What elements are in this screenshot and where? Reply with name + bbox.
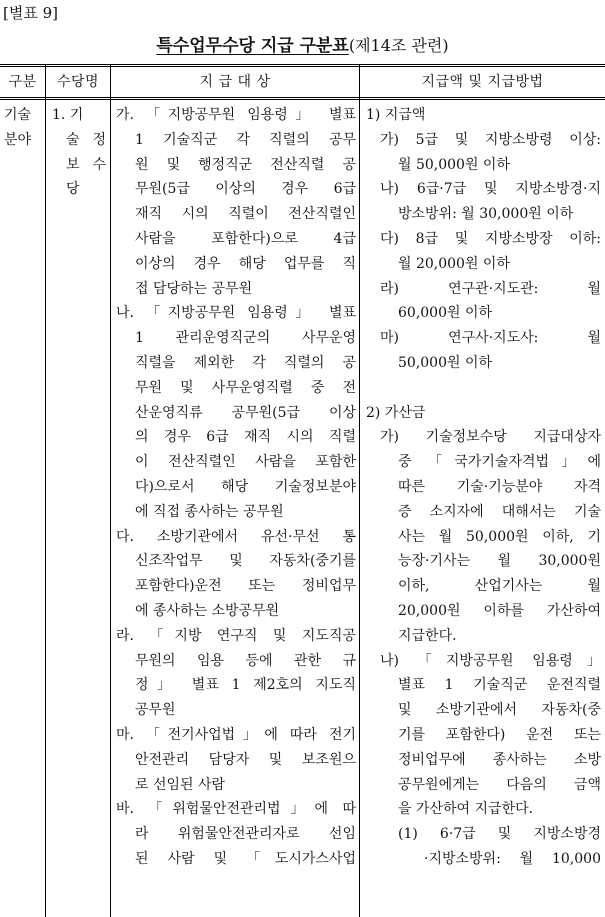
table-top-border-2 (0, 66, 605, 67)
target-line: 정」 별표 1 제2호의 지도직 (135, 677, 356, 694)
target-line: 재직 시의 직렬이 전산직렬인 (135, 206, 356, 223)
method-cell (366, 103, 601, 872)
method-line: 공무원에게는 다음의 금액 (398, 776, 601, 793)
gubun-cell (4, 103, 42, 153)
target-line: 로 선임된 사람 (135, 776, 226, 793)
sudang-line: 보 수 (66, 156, 106, 173)
target-line: 1 관리운영직군의 사무운영 (135, 330, 356, 347)
target-line: 산운영직류 공무원(5급 이상 (135, 404, 356, 421)
method-line: 월 50,000원 이하 (398, 156, 510, 173)
method-line: 2) 가산금 (366, 404, 426, 421)
target-line: 이 전산직렬인 사람을 포함한 (135, 454, 356, 471)
method-line: ·지방소방위: 월 10,000 (424, 850, 601, 867)
header-divider (0, 97, 605, 98)
method-line: 20,000원 이하를 가산하여 (398, 602, 601, 619)
method-line: 증 소지자에 대해서는 기술 (398, 503, 601, 520)
method-line (366, 376, 601, 401)
method-line: 중 「국가기술자격법」에 (398, 454, 601, 471)
table-top-border (0, 64, 605, 65)
header-sudang: 수당명 (56, 74, 100, 90)
annex-label: [별표 9] (3, 4, 58, 22)
target-line: 무원 및 사무운영직렬 중 전 (135, 379, 356, 396)
sudang-cell (52, 103, 106, 202)
title-main: 특수업무수당 지급 구분표 (156, 36, 349, 56)
target-line: 나. 「지방공무원 임용령」 별표 (116, 305, 356, 322)
method-line: (1) 6·7급 및 지방소방경 (398, 826, 601, 843)
target-line: 다)으로서 해당 기술정보분야 (135, 478, 356, 495)
method-line: 지급한다. (398, 627, 457, 644)
target-line: 안전관리 담당자 및 보조원으 (135, 751, 356, 768)
target-line: 마. 「전기사업법」에 따라 전기 (116, 726, 356, 743)
method-line: 마) 연구사·지도사: 월 (380, 330, 601, 347)
target-line: 이상의 경우 해당 업무를 직 (135, 255, 356, 272)
method-line: 월 20,000원 이하 (398, 255, 510, 272)
target-line: 공무원 (135, 702, 176, 719)
method-line: 라) 연구관·지도관: 월 (380, 280, 601, 297)
target-line: 라 위험물안전관리자로 선임 (135, 826, 356, 843)
method-line: 정비업무에 종사하는 소방 (398, 751, 601, 768)
method-line: 60,000원 이하 (398, 305, 493, 322)
target-line: 된 사람 및 「도시가스사업 (135, 850, 356, 867)
method-line: 가) 5급 및 지방소방령 이상: (380, 131, 601, 148)
target-cell (116, 103, 356, 872)
document-title (0, 31, 605, 56)
method-line: 을 가산하여 지급한다. (398, 801, 534, 818)
target-line: 원 및 행정직군 전산직렬 공 (135, 156, 356, 173)
gubun-line: 분야 (4, 131, 32, 148)
title-sub: (제14조 관련) (348, 36, 449, 55)
sudang-line: 당 (66, 181, 80, 198)
header-gubun: 구분 (8, 74, 37, 90)
target-line: 에 종사하는 소방공무원 (135, 602, 280, 619)
target-line: 1 기술직군 각 직렬의 공무 (135, 131, 356, 148)
method-line: 사는 월 50,000원 이하, 기 (398, 528, 601, 545)
target-line: 바. 「위험물안전관리법」에 따 (116, 801, 356, 818)
method-line: 50,000원 이하 (398, 354, 493, 371)
method-line: 이하, 산업기사는 월 (398, 578, 601, 595)
method-line: 나) 6급·7급 및 지방소방경·지 (380, 181, 601, 198)
method-line: 방소방위: 월 30,000원 이하 (398, 206, 574, 223)
target-line: 무원(5급 이상의 경우 6급 (135, 181, 356, 198)
header-target: 지 급 대 상 (199, 74, 271, 90)
target-line: 라. 「지방 연구직 및 지도직공 (116, 627, 356, 644)
method-line: 1) 지급액 (366, 107, 426, 123)
target-line: 에 직접 종사하는 공무원 (135, 503, 284, 520)
method-line: 나) 「지방공무원 임용령」 (380, 652, 601, 669)
sudang-line: 술 정 (66, 131, 106, 148)
method-line: 가) 기술정보수당 지급대상자 (380, 429, 601, 446)
method-line: 다) 8급 및 지방소방장 이하: (380, 230, 601, 247)
header-divider-2 (0, 99, 605, 100)
gubun-line: 기술 (4, 107, 32, 123)
target-line: 무원의 임용 등에 관한 규 (135, 652, 356, 669)
col-divider-3 (359, 64, 360, 917)
method-line: 능장·기사는 월 30,000원 (398, 553, 601, 570)
header-method: 지급액 및 지급방법 (421, 74, 544, 90)
col-divider-2 (110, 64, 111, 917)
method-line: 및 소방기관에서 자동차(중 (398, 702, 601, 719)
target-line: 포함한다)운전 또는 정비업무 (135, 578, 356, 595)
target-line: 가. 「지방공무원 임용령」 별표 (116, 107, 356, 123)
method-line: 따른 기술·기능분야 자격 (398, 478, 601, 495)
target-line: 접 담당하는 공무원 (135, 280, 253, 297)
target-line: 의 경우 6급 재직 시의 직렬 (135, 429, 356, 446)
target-line: 사람을 포함한다)으로 4급 (135, 230, 356, 247)
col-divider-1 (45, 64, 46, 917)
target-line: 다. 소방기관에서 유선·무선 통 (116, 528, 356, 545)
method-line: 기를 포함한다) 운전 또는 (398, 726, 601, 743)
target-line: 직렬을 제외한 각 직렬의 공 (135, 354, 356, 371)
method-line: 별표 1 기술직군 운전직렬 (398, 677, 601, 694)
sudang-line: 1. 기 (52, 107, 84, 123)
target-line: 신조작업무 및 자동차(중기를 (135, 553, 356, 570)
